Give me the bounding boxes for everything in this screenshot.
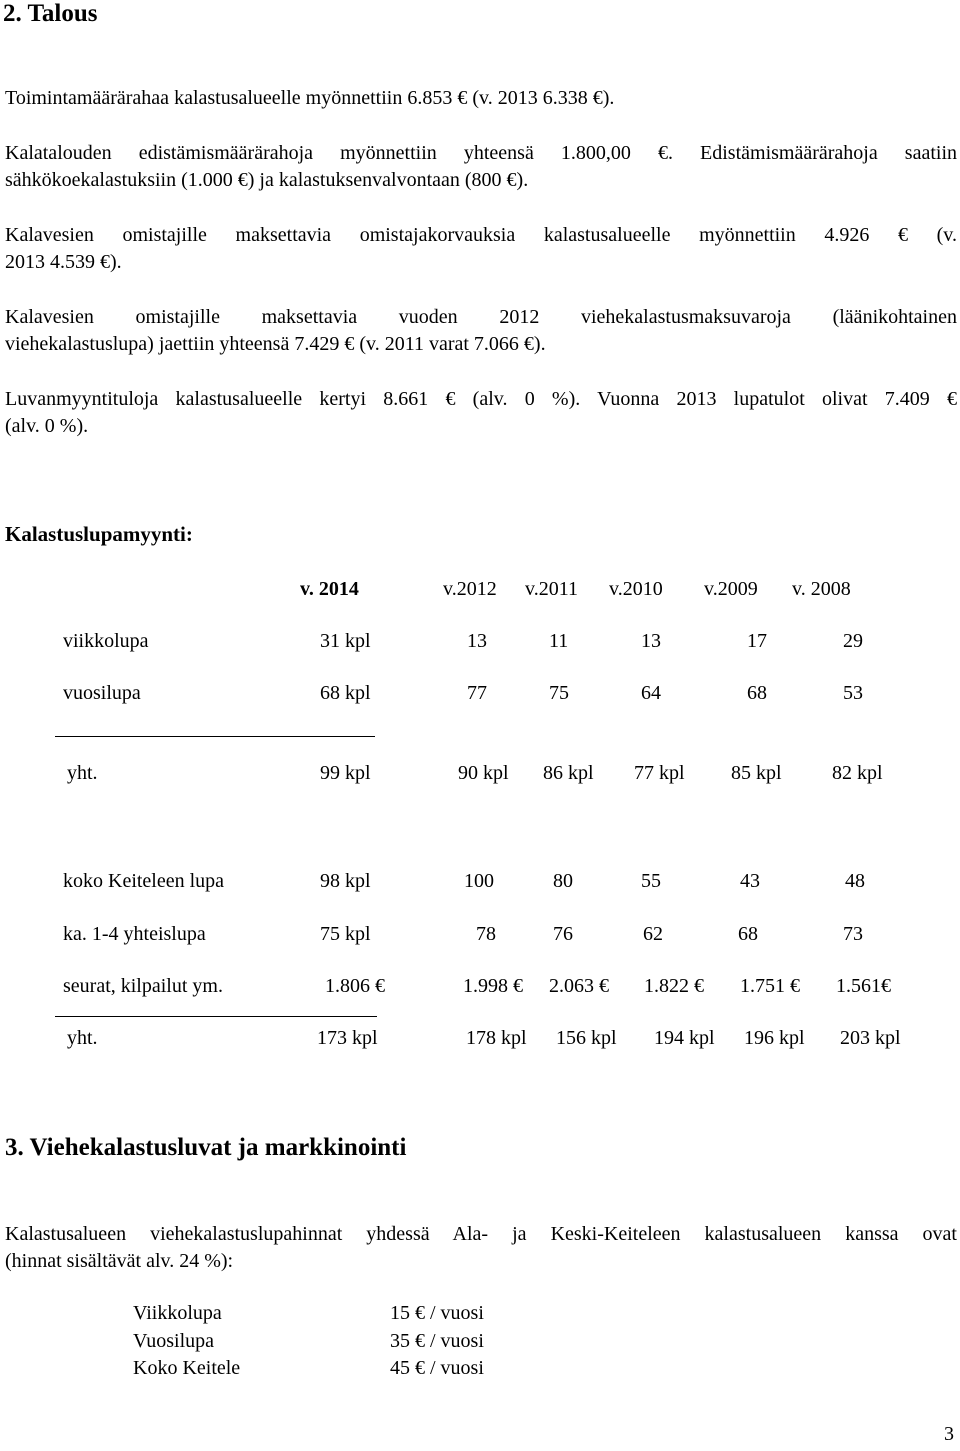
- table-cell: 55: [641, 870, 661, 892]
- table-cell: 99 kpl: [320, 762, 371, 784]
- table-cell: 77 kpl: [634, 762, 685, 784]
- paragraph-lure-fees-line1: Kalavesien omistajille maksettavia vuoden 2012 viehekalastusmaksuvaroja (läänikohtainen: [5, 306, 957, 328]
- row-label: ka. 1-4 yhteislupa: [63, 923, 206, 945]
- table-cell: 203 kpl: [840, 1027, 901, 1049]
- table-cell: 1.561€: [836, 975, 891, 997]
- row-label: viikkolupa: [63, 630, 149, 652]
- table-cell: 82 kpl: [832, 762, 883, 784]
- sum-rule: [55, 736, 375, 737]
- row-label: yht.: [67, 1027, 98, 1049]
- table-cell: 178 kpl: [466, 1027, 527, 1049]
- permit-price: 45 € / vuosi: [390, 1357, 484, 1379]
- table-cell: 86 kpl: [543, 762, 594, 784]
- table-cell: 78: [476, 923, 496, 945]
- table-cell: 1.822 €: [644, 975, 704, 997]
- table-cell: 13: [641, 630, 661, 652]
- permit-name: Viikkolupa: [133, 1302, 222, 1324]
- paragraph-development-grant-line1: Kalatalouden edistämismäärärahoja myönnettiin yhteensä 1.800,00 €. Edistämismäärärahoja saatiin: [5, 142, 957, 164]
- table-cell: 62: [643, 923, 663, 945]
- paragraph-permit-income-line1: Luvanmyyntituloja kalastusalueelle kertyi 8.661 € (alv. 0 %). Vuonna 2013 lupatulot olivat 7.409 €: [5, 388, 957, 410]
- paragraph-lure-fees-line2: viehekalastuslupa) jaettiin yhteensä 7.429 € (v. 2011 varat 7.066 €).: [5, 333, 546, 355]
- year-header: v.2012: [443, 578, 497, 600]
- paragraph-owner-compensation-line1: Kalavesien omistajille maksettavia omistajakorvauksia kalastusalueelle myönnettiin 4.926 € (v.: [5, 224, 957, 246]
- table-cell: 31 kpl: [320, 630, 371, 652]
- table-cell: 1.751 €: [740, 975, 800, 997]
- table-cell: 156 kpl: [556, 1027, 617, 1049]
- section-heading-lure-permits: 3. Viehekalastusluvat ja markkinointi: [5, 1134, 407, 1161]
- sum-rule: [55, 1016, 377, 1017]
- table-cell: 48: [845, 870, 865, 892]
- table-cell: 2.063 €: [549, 975, 609, 997]
- table-cell: 98 kpl: [320, 870, 371, 892]
- table-cell: 43: [740, 870, 760, 892]
- table-cell: 13: [467, 630, 487, 652]
- permit-name: Vuosilupa: [133, 1330, 215, 1352]
- table-cell: 85 kpl: [731, 762, 782, 784]
- paragraph-owner-compensation-line2: 2013 4.539 €).: [5, 251, 122, 273]
- paragraph-prices-intro-line2: (hinnat sisältävät alv. 24 %):: [5, 1250, 234, 1272]
- table-cell: 68: [738, 923, 758, 945]
- table-cell: 80: [553, 870, 573, 892]
- year-header: v.2010: [609, 578, 663, 600]
- row-label: vuosilupa: [63, 682, 141, 704]
- paragraph-development-grant-line2: sähkökoekalastuksiin (1.000 €) ja kalastuksenvalvontaan (800 €).: [5, 169, 529, 191]
- year-header: v.2009: [704, 578, 758, 600]
- paragraph-prices-intro-line1: Kalastusalueen viehekalastuslupahinnat yhdessä Ala- ja Keski-Keiteleen kalastusalueen kanssa ovat: [5, 1223, 957, 1245]
- table-cell: 17: [747, 630, 767, 652]
- table-cell: 68 kpl: [320, 682, 371, 704]
- permit-price: 15 € / vuosi: [390, 1302, 484, 1324]
- table-cell: 75 kpl: [320, 923, 371, 945]
- year-header: v. 2008: [792, 578, 851, 600]
- permit-price: 35 € / vuosi: [390, 1330, 484, 1352]
- table-cell: 173 kpl: [317, 1027, 378, 1049]
- table-cell: 194 kpl: [654, 1027, 715, 1049]
- year-header: v.2011: [525, 578, 578, 600]
- paragraph-operating-grant: Toimintamäärärahaa kalastusalueelle myönnettiin 6.853 € (v. 2013 6.338 €).: [5, 87, 615, 109]
- table-cell: 76: [553, 923, 573, 945]
- table-cell: 73: [843, 923, 863, 945]
- table-cell: 53: [843, 682, 863, 704]
- row-label: koko Keiteleen lupa: [63, 870, 225, 892]
- section-heading-talous: 2. Talous: [3, 0, 98, 27]
- row-label: seurat, kilpailut ym.: [63, 975, 223, 997]
- permit-name: Koko Keitele: [133, 1357, 241, 1379]
- row-label: yht.: [67, 762, 98, 784]
- table-cell: 29: [843, 630, 863, 652]
- table-cell: 196 kpl: [744, 1027, 805, 1049]
- page-number: 3: [944, 1423, 954, 1445]
- table-cell: 77: [467, 682, 487, 704]
- table-cell: 11: [549, 630, 569, 652]
- table-cell: 75: [549, 682, 569, 704]
- table-cell: 100: [464, 870, 494, 892]
- table-cell: 68: [747, 682, 767, 704]
- year-header: v. 2014: [300, 578, 359, 600]
- table-cell: 90 kpl: [458, 762, 509, 784]
- sales-heading: Kalastuslupamyynti:: [5, 522, 193, 546]
- paragraph-permit-income-line2: (alv. 0 %).: [5, 415, 89, 437]
- table-cell: 1.806 €: [325, 975, 385, 997]
- table-cell: 1.998 €: [463, 975, 523, 997]
- table-cell: 64: [641, 682, 661, 704]
